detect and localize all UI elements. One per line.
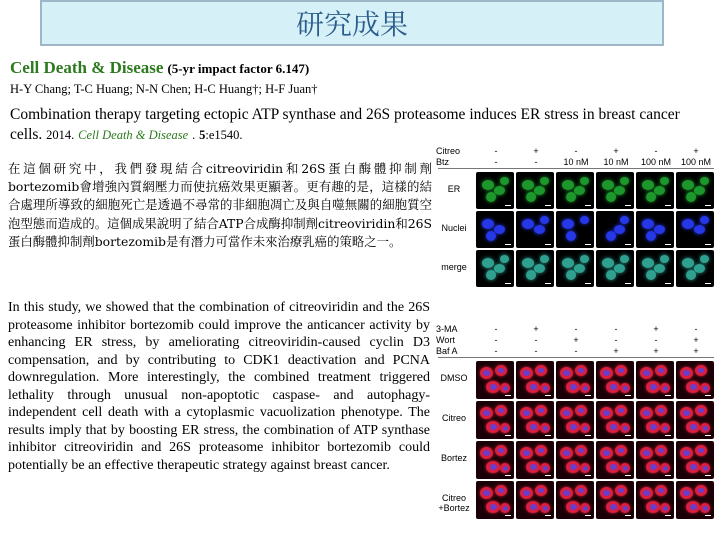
cell-blob — [580, 255, 589, 263]
nucleus-blob — [623, 426, 628, 431]
scale-bar — [505, 475, 511, 476]
scale-bar — [505, 435, 511, 436]
nucleus-blob — [663, 386, 668, 391]
cell-blob — [686, 270, 696, 280]
nucleus-blob — [703, 386, 708, 391]
cell-blob — [642, 258, 654, 268]
scale-bar — [625, 475, 631, 476]
summary-chinese: 在這個研究中，我們發現結合citreoviridin和26S蛋白酶體抑制劑bortezomib會增強內質網壓力而使抗癌效果更顯著。更有趣的是，這樣的結合處理所導致的細胞死亡是透過不尋常的非細胞凋亡及與自噬無關的細胞質空泡型態而造成的。這個成果說明了結合ATP合成酶抑制劑citreoviridin和26S蛋白酶體抑制劑bortezomib是有潛力可當作未來治療乳癌的策略之一。 — [8, 161, 432, 249]
cell-blob — [694, 225, 705, 234]
row-label: Bortez — [440, 453, 467, 463]
micrograph-panel — [676, 401, 714, 439]
micrograph-panel — [676, 361, 714, 399]
micrograph-panel — [636, 441, 674, 479]
micrograph-panel — [636, 211, 674, 248]
condition-row — [436, 324, 716, 335]
scale-bar — [585, 283, 591, 284]
nucleus-blob — [703, 426, 708, 431]
cell-blob — [534, 186, 545, 195]
scale-bar — [625, 205, 631, 206]
cell-blob — [646, 231, 656, 241]
condition-label: 3-MA — [436, 324, 458, 334]
cell-blob — [694, 186, 705, 195]
micrograph-panel — [556, 172, 594, 209]
scale-bar — [545, 395, 551, 396]
nucleus-blob — [650, 464, 657, 470]
slide-title: 研究成果 — [40, 0, 664, 46]
nucleus-blob — [703, 506, 708, 511]
scale-bar — [665, 244, 671, 245]
cell-blob — [522, 219, 534, 229]
cell-blob — [482, 258, 494, 268]
micrograph-panel — [596, 361, 634, 399]
cell-blob — [602, 180, 614, 190]
scale-bar — [665, 515, 671, 516]
scale-bar — [545, 244, 551, 245]
scale-bar — [665, 283, 671, 284]
paper-journal: Cell Death & Disease — [78, 128, 189, 142]
cell-blob — [660, 255, 669, 263]
cell-blob — [606, 270, 616, 280]
micrograph-panel — [476, 361, 514, 399]
scale-bar — [545, 515, 551, 516]
scale-bar — [545, 435, 551, 436]
cell-blob — [526, 270, 536, 280]
scale-bar — [625, 283, 631, 284]
nucleus-blob — [603, 490, 610, 496]
cell-blob — [526, 192, 536, 202]
nucleus-blob — [503, 386, 508, 391]
nucleus-blob — [610, 384, 617, 390]
condition-value: - — [494, 335, 498, 345]
micrograph-panel — [676, 441, 714, 479]
micrograph-panel — [516, 481, 554, 519]
condition-value: + — [653, 346, 659, 356]
nucleus-blob — [683, 450, 690, 456]
micrograph-panel — [516, 250, 554, 287]
scale-bar — [705, 435, 711, 436]
micrograph-panel — [556, 250, 594, 287]
cell-blob — [494, 186, 505, 195]
cell-blob — [486, 192, 496, 202]
condition-value: + — [613, 346, 619, 356]
nucleus-blob — [583, 466, 588, 471]
nucleus-blob — [703, 466, 708, 471]
condition-label: Wort — [436, 335, 455, 345]
condition-row — [436, 335, 716, 346]
scale-bar — [705, 205, 711, 206]
nucleus-blob — [543, 506, 548, 511]
cell-blob — [614, 186, 625, 195]
cell-blob — [540, 216, 549, 224]
cell-blob — [574, 264, 585, 273]
nucleus-blob — [623, 466, 628, 471]
micrograph-panel — [636, 361, 674, 399]
scale-bar — [585, 435, 591, 436]
scale-bar — [705, 395, 711, 396]
nucleus-blob — [663, 466, 668, 471]
cell-blob — [614, 225, 625, 234]
cell-blob — [580, 216, 589, 224]
nucleus-blob — [643, 490, 650, 496]
micrograph-panel — [516, 211, 554, 248]
scale-bar — [665, 395, 671, 396]
nucleus-blob — [543, 466, 548, 471]
nucleus-blob — [563, 370, 570, 376]
cell-blob — [486, 270, 496, 280]
condition-value: 10 nM — [603, 157, 629, 167]
nucleus-blob — [690, 384, 697, 390]
scale-bar — [585, 475, 591, 476]
scale-bar — [505, 205, 511, 206]
scale-bar — [705, 475, 711, 476]
cell-blob — [562, 219, 574, 229]
cell-blob — [654, 264, 665, 273]
cell-blob — [606, 192, 616, 202]
cell-blob — [654, 186, 665, 195]
scale-bar — [705, 244, 711, 245]
nucleus-blob — [690, 424, 697, 430]
micrograph-panel — [636, 481, 674, 519]
micrograph-panel — [596, 211, 634, 248]
nucleus-blob — [570, 384, 577, 390]
cell-blob — [566, 192, 576, 202]
condition-value: + — [653, 324, 659, 334]
condition-value: - — [694, 324, 698, 334]
nucleus-blob — [530, 424, 537, 430]
micrograph-panel — [476, 441, 514, 479]
nucleus-blob — [530, 464, 537, 470]
condition-value: - — [654, 335, 658, 345]
nucleus-blob — [483, 370, 490, 376]
micrograph-panel — [516, 441, 554, 479]
row-label: Nuclei — [441, 222, 467, 233]
scale-bar — [505, 283, 511, 284]
header-divider — [438, 357, 714, 358]
cell-blob — [682, 258, 694, 268]
paper-sep: . — [192, 128, 196, 142]
nucleus-blob — [483, 490, 490, 496]
cell-blob — [562, 180, 574, 190]
nucleus-blob — [483, 450, 490, 456]
nucleus-blob — [610, 464, 617, 470]
micrograph-panel — [556, 441, 594, 479]
journal-name: Cell Death & Disease — [10, 58, 164, 77]
nucleus-blob — [490, 424, 497, 430]
cell-blob — [534, 264, 545, 273]
condition-value: 10 nM — [563, 157, 589, 167]
nucleus-blob — [663, 426, 668, 431]
row-label: DMSO — [440, 373, 468, 383]
nucleus-blob — [570, 504, 577, 510]
cell-blob — [602, 258, 614, 268]
cell-blob — [694, 264, 705, 273]
nucleus-blob — [483, 410, 490, 416]
condition-value: 100 nM — [640, 157, 672, 167]
nucleus-blob — [623, 506, 628, 511]
condition-value: - — [494, 346, 498, 356]
paper-year: 2014. — [46, 128, 75, 142]
nucleus-blob — [563, 410, 570, 416]
condition-row — [436, 157, 716, 168]
cell-blob — [642, 180, 654, 190]
condition-value: - — [534, 157, 538, 167]
cell-blob — [646, 270, 656, 280]
nucleus-blob — [490, 464, 497, 470]
micrograph-panel — [516, 172, 554, 209]
micrograph-panel — [596, 401, 634, 439]
scale-bar — [585, 205, 591, 206]
impact-factor: (5-yr impact factor 6.147) — [167, 61, 310, 76]
scale-bar — [545, 475, 551, 476]
micrograph-panel — [476, 250, 514, 287]
figure-autophagy-inhibitors — [436, 324, 716, 524]
cell-blob — [562, 258, 574, 268]
cell-blob — [614, 264, 625, 273]
condition-value: - — [654, 146, 658, 156]
micrograph-panel — [596, 481, 634, 519]
nucleus-blob — [610, 424, 617, 430]
micrograph-panel — [676, 172, 714, 209]
scale-bar — [665, 205, 671, 206]
scale-bar — [665, 475, 671, 476]
micrograph-panel — [516, 401, 554, 439]
cell-blob — [620, 255, 629, 263]
scale-bar — [505, 244, 511, 245]
nucleus-blob — [690, 464, 697, 470]
row-label: merge — [441, 261, 467, 272]
micrograph-panel — [596, 172, 634, 209]
cell-blob — [522, 258, 534, 268]
cell-blob — [686, 192, 696, 202]
micrograph-panel — [476, 481, 514, 519]
nucleus-blob — [490, 384, 497, 390]
paper-volume: 5 — [199, 128, 206, 142]
micrograph-panel — [676, 481, 714, 519]
cell-blob — [494, 225, 505, 234]
nucleus-blob — [623, 386, 628, 391]
cell-blob — [540, 255, 549, 263]
paper-article: :e1540. — [205, 128, 243, 142]
micrograph-panel — [556, 211, 594, 248]
scale-bar — [665, 435, 671, 436]
cell-blob — [700, 177, 709, 185]
nucleus-blob — [603, 370, 610, 376]
figure-er-staining — [436, 146, 716, 296]
scale-bar — [705, 283, 711, 284]
nucleus-blob — [650, 504, 657, 510]
micrograph-panel — [516, 361, 554, 399]
scale-bar — [625, 515, 631, 516]
cell-blob — [482, 180, 494, 190]
cell-blob — [606, 231, 616, 241]
condition-value: + — [693, 335, 699, 345]
cell-blob — [620, 177, 629, 185]
nucleus-blob — [543, 386, 548, 391]
scale-bar — [585, 244, 591, 245]
nucleus-blob — [690, 504, 697, 510]
condition-value: - — [534, 335, 538, 345]
scale-bar — [505, 515, 511, 516]
row-label: ER — [447, 183, 461, 194]
cell-blob — [482, 219, 494, 229]
scale-bar — [625, 435, 631, 436]
micrograph-panel — [636, 172, 674, 209]
nucleus-blob — [563, 490, 570, 496]
cell-blob — [522, 180, 534, 190]
nucleus-blob — [503, 426, 508, 431]
condition-label: Citreo — [436, 146, 461, 156]
nucleus-blob — [543, 426, 548, 431]
nucleus-blob — [650, 384, 657, 390]
nucleus-blob — [570, 464, 577, 470]
cell-blob — [682, 219, 694, 229]
cell-blob — [642, 219, 654, 229]
condition-label: Btz — [436, 157, 450, 167]
authors: H-Y Chang; T-C Huang; N-N Chen; H-C Huang†; H-F Juan† — [10, 82, 318, 96]
cell-blob — [646, 192, 656, 202]
scale-bar — [585, 515, 591, 516]
cell-blob — [654, 225, 665, 234]
nucleus-blob — [490, 504, 497, 510]
cell-blob — [620, 216, 629, 224]
condition-value: - — [494, 146, 498, 156]
nucleus-blob — [683, 370, 690, 376]
summary-english: In this study, we showed that the combination of citreoviridin and the 26S proteasome inhibitor bortezomib could improve the anticancer activity by enhancing ER stress, by ameliorating citreoviridin-caused cyclin D3 compensation, and by contributing to CDK1 deactivation and PCNA downregulation. More interestingly, the combined treatment triggered lethality through unusual non-apoptotic caspase- and autophagy-independent cell death with a cytoplasmic vacuolization phenotype. The results imply that by boosting ER stress, the combination of ATP synthase inhibitor citreoviridin and 26S proteasome inhibitor bortezomib could potentially be an effective therapeutic strategy against breast cancer. — [8, 300, 430, 473]
scale-bar — [625, 395, 631, 396]
row-label: Citreo +Bortez — [438, 493, 470, 513]
nucleus-blob — [663, 506, 668, 511]
condition-value: + — [613, 146, 619, 156]
cell-blob — [682, 180, 694, 190]
micrograph-panel — [676, 211, 714, 248]
condition-value: + — [693, 346, 699, 356]
condition-value: - — [574, 324, 578, 334]
micrograph-panel — [636, 250, 674, 287]
cell-blob — [566, 231, 576, 241]
condition-value: 100 nM — [680, 157, 712, 167]
nucleus-blob — [563, 450, 570, 456]
scale-bar — [545, 205, 551, 206]
cell-blob — [500, 177, 509, 185]
cell-blob — [486, 231, 496, 241]
condition-value: + — [533, 146, 539, 156]
scale-bar — [705, 515, 711, 516]
nucleus-blob — [603, 450, 610, 456]
paper-citation — [10, 105, 700, 145]
journal-line — [10, 58, 309, 78]
nucleus-blob — [643, 450, 650, 456]
micrograph-panel — [596, 250, 634, 287]
micrograph-panel — [676, 250, 714, 287]
cell-blob — [660, 177, 669, 185]
nucleus-blob — [583, 506, 588, 511]
micrograph-panel — [556, 481, 594, 519]
condition-value: - — [494, 324, 498, 334]
nucleus-blob — [570, 424, 577, 430]
condition-row — [436, 346, 716, 357]
nucleus-blob — [650, 424, 657, 430]
nucleus-blob — [583, 426, 588, 431]
nucleus-blob — [643, 370, 650, 376]
paper-title: Combination therapy targeting ectopic ATP synthase and 26S proteasome induces ER stress in breast cancer cells. — [10, 106, 680, 143]
condition-value: - — [494, 157, 498, 167]
nucleus-blob — [523, 370, 530, 376]
cell-blob — [700, 216, 709, 224]
scale-bar — [625, 244, 631, 245]
nucleus-blob — [530, 384, 537, 390]
micrograph-panel — [636, 401, 674, 439]
micrograph-panel — [556, 401, 594, 439]
micrograph-panel — [596, 441, 634, 479]
condition-value: - — [614, 335, 618, 345]
nucleus-blob — [603, 410, 610, 416]
nucleus-blob — [523, 490, 530, 496]
cell-blob — [700, 255, 709, 263]
cell-blob — [566, 270, 576, 280]
nucleus-blob — [523, 410, 530, 416]
micrograph-panel — [476, 211, 514, 248]
micrograph-panel — [476, 401, 514, 439]
condition-label: Baf A — [436, 346, 458, 356]
nucleus-blob — [683, 490, 690, 496]
condition-value: + — [573, 335, 579, 345]
nucleus-blob — [583, 386, 588, 391]
condition-value: + — [693, 146, 699, 156]
condition-value: - — [534, 346, 538, 356]
scale-bar — [585, 395, 591, 396]
nucleus-blob — [530, 504, 537, 510]
cell-blob — [500, 255, 509, 263]
cell-blob — [540, 177, 549, 185]
nucleus-blob — [643, 410, 650, 416]
condition-value: - — [614, 324, 618, 334]
micrograph-panel — [556, 361, 594, 399]
nucleus-blob — [610, 504, 617, 510]
micrograph-panel — [476, 172, 514, 209]
nucleus-blob — [523, 450, 530, 456]
condition-value: - — [574, 146, 578, 156]
scale-bar — [545, 283, 551, 284]
nucleus-blob — [503, 466, 508, 471]
condition-value: + — [533, 324, 539, 334]
nucleus-blob — [503, 506, 508, 511]
cell-blob — [580, 177, 589, 185]
header-divider — [438, 168, 714, 169]
condition-row — [436, 146, 716, 157]
nucleus-blob — [683, 410, 690, 416]
cell-blob — [574, 186, 585, 195]
scale-bar — [505, 395, 511, 396]
cell-blob — [534, 225, 545, 234]
cell-blob — [494, 264, 505, 273]
condition-value: - — [574, 346, 578, 356]
row-label: Citreo — [441, 413, 466, 423]
